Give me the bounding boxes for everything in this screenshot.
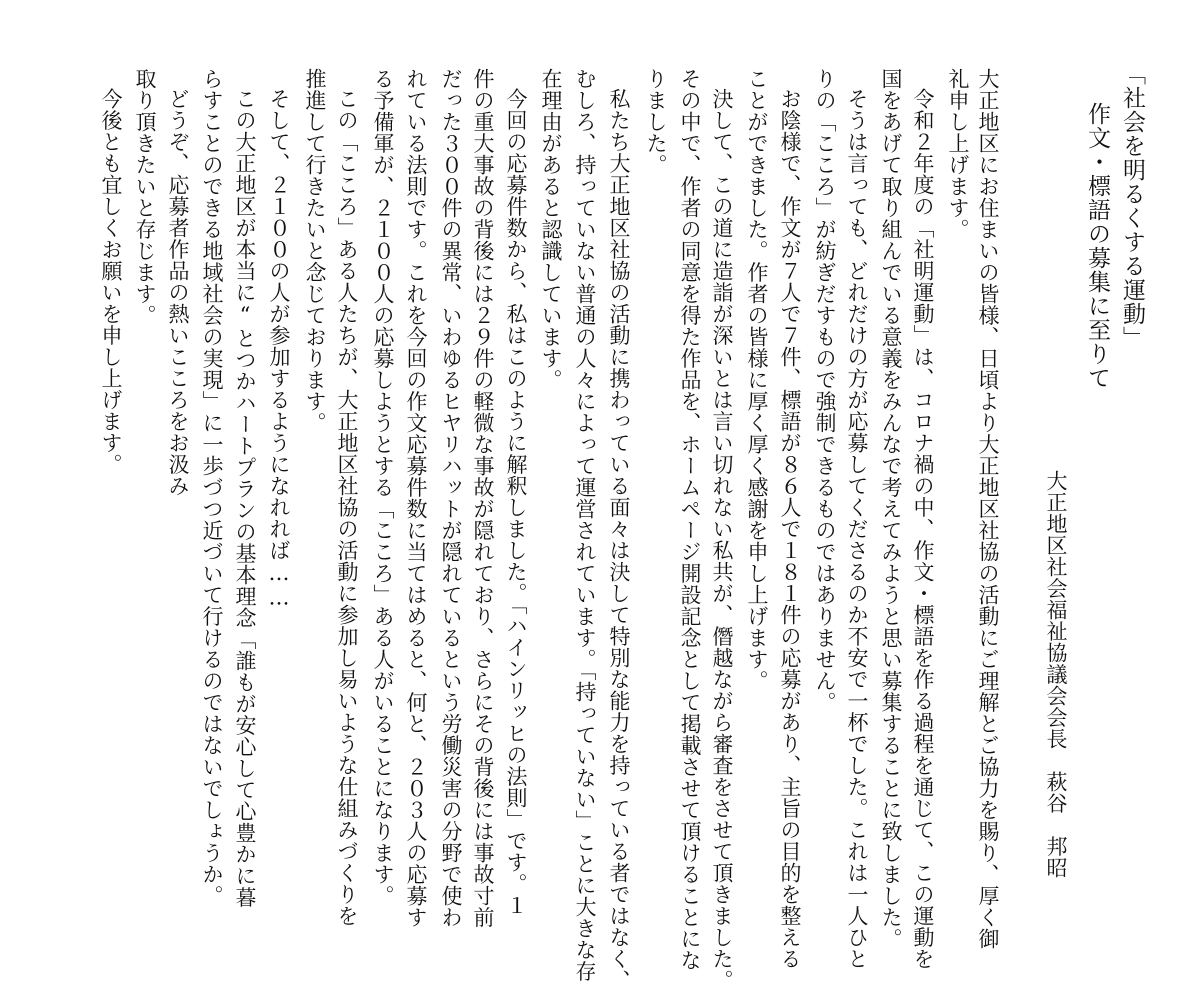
body-line: ことができました。作者の皆様に厚く厚く感謝を申し上げます。 [745,68,769,692]
body-line: 大正地区にお住まいの皆様、日頃より大正地区社協の活動にご理解とご協力を賜り、厚く御 [976,68,1000,950]
body-line: れている法則です。これを今回の作文応募件数に当てはめると、何と、２０３人の応募す [404,68,428,928]
body-line: りました。 [644,68,668,176]
body-line: りの「こころ」が紡ぎだすもので強制できるものではありません。 [813,68,837,713]
body-line: どうぞ、応募者作品の熱いこころをお汲み [166,88,190,497]
body-line: この大正地区が本当に“とつかハートプランの基本理念「誰もが安心して心豊かに暮 [233,88,257,908]
body-line: 件の重大事故の背後には２９件の軽微な事故が隠れており、さらにその背後には事故寸前 [471,68,495,928]
body-line: らすことのできる地域社会の実現」に一歩づつ近づいて行けるのではないでしょうか。 [200,68,224,907]
body-line: 決して、この道に造詣が深いとは言い切れない私共が、僭越ながら審査をさせて頂きました。 [710,88,734,991]
body-line: その中で、作者の同意を得た作品を、ホームページ開設記念として掲載させて頂けることにな [678,68,702,971]
body-line: だった３００件の異常、いわゆるヒヤリハットが隠れているという労働災害の分野で使わ [439,68,463,928]
body-line: 礼申し上げます。 [946,68,970,240]
body-line: 今回の応募件数から、私はこのように解釈しました。「ハインリッヒの法則」です。１ [504,88,528,916]
body-line: むしろ、持っていない普通の人々によって運営されています。「持っていない」ことに大きな存 [573,68,597,982]
body-line: お陰様で、作文が７人で７件、標語が８６人で１８１件の応募があり、主旨の目的を整える [778,88,802,970]
title-line-2: 作文・標語の募集に至りて [1084,102,1110,390]
body-line: 在理由があると認識しています。 [539,68,563,391]
body-line: 国をあげて取り組んでいる意義をみんなで考えてみようと思い募集することに致しました。 [879,68,903,950]
body-line: 取り頂きたいと存じます。 [133,68,157,326]
body-line: 私たち大正地区社協の活動に携わっている面々は決して特別な能力を持っている者ではなく、 [607,88,631,991]
body-line: 推進して行きたいと念じております。 [303,68,327,434]
body-line: 令和２年度の「社明運動」は、コロナ禍の中、作文・標語を作る過程を通じて、この運動を [911,88,935,970]
body-line: 今後とも宜しくお願いを申し上げます。 [99,88,123,475]
body-line: この「こころ」ある人たちが、大正地区社協の活動に参加し易いような仕組みづくりを [335,88,359,927]
body-line: る予備軍が、２１００人の応募しようとする「こころ」ある人がいることになります。 [371,68,395,907]
author-line: 大正地区社会福祉協議会会長 萩谷 邦昭 [1044,470,1068,879]
body-line: そして、２１００の人が参加するようになれれば…… [267,88,291,610]
body-line: そうは言っても、どれだけの方が応募してくださるのか不安で一杯でした。これは一人ひと [845,88,869,970]
title-line-1: 「社会を明るくする運動」 [1119,62,1145,350]
